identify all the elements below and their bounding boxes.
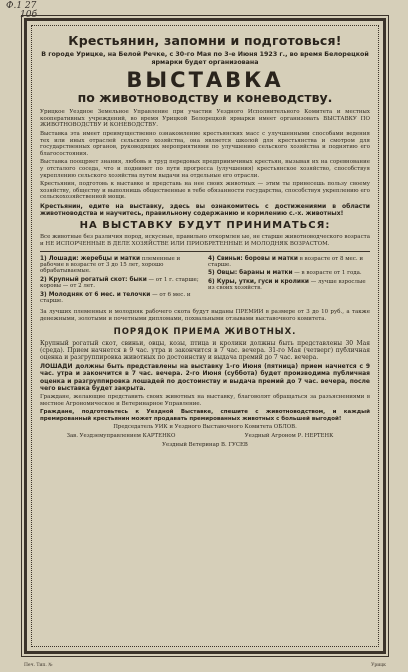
categories-left (40, 256, 202, 307)
category-text: — лучше взрослые из своих хозяйств. (208, 278, 366, 292)
paragraph-9: Граждане, желающие представить своих животных на выставку, благоволят обращаться за разъяснениями в местное Агрономическое и Ветеринарное Управление. (40, 393, 370, 407)
category-item (40, 277, 202, 290)
category-head: 3) Молодняк от 6 мес. и телочки (40, 291, 151, 298)
categories-right (208, 256, 370, 307)
category-text: — от 1 г. старше; коровы — от 2 лет. (40, 276, 199, 290)
category-item (208, 270, 370, 276)
category-text: племенные и рабочие в возрасте от 3 до 15 лет, хорошо обрабатываемые. (40, 255, 181, 275)
archive-mark-line2: 10б (20, 10, 37, 20)
paragraph-2: Выставка эта имеет преимущественно ознакомление крестьянских масс с улучшенными способами ведения тех или иных отраслей сельского хозяйства, она является школой для крестьянства и смотром для государственных органов, руководящих мероприятиями по улучшению сельского хозяйства и поднятию его благосостояния. (40, 130, 370, 157)
signature-row (40, 432, 370, 441)
main-subtitle: по животноводству и коневодству. (77, 90, 333, 106)
paragraph-4: Крестьянин, подготовь к выставке и представь на нее своих животных — этим ты принесешь пользу своему хозяйству, обществу и выполнишь общественные в тебе обязанности государства, способствуя укреплению его сельскохозяйственной мощи. (40, 181, 370, 201)
category-head: 2) Крупный рогатый скот: быки (40, 276, 147, 283)
footer-right: Урицк (371, 663, 386, 668)
category-head: 4) Свиньи: боровы и матки (208, 255, 298, 262)
paragraph-1: Урицкое Уездное Земельное Управление при участии Уездного Исполнительного Комитета и местных кооперативных учреждений, во время Урицкой Белорецкой ярмарки имеет организовать ВЫСТАВКУ ПО ЖИВОТНОВОДСТВУ И КОНЕВОДСТВУ. (40, 109, 370, 129)
print-footer (24, 663, 386, 668)
archive-mark-line1: Ф.1 27 (6, 1, 37, 11)
category-item (40, 292, 202, 305)
paragraph-8: ЛОШАДИ должны быть представлены на выставку 1-го Июня (пятница) прием начнется с 9 час. утра и закончится в 7 час. вечера. 2-го Июня (суббота) будет производима публичная оценка и разгруппировка лошадей по достоинству и выдача премий до 7 час. вечера, после чего выставка будет закрыта. (40, 363, 370, 392)
category-item (208, 256, 370, 269)
signature-chairman: Председатель УИК и Уездного Выставочного Комитета ОБЛОВ. (113, 424, 297, 431)
category-head: 1) Лошади: жеребцы и матки (40, 255, 141, 262)
footer-left: Печ. Тип. № (24, 663, 53, 668)
signature-agronomist: Уездный Агроном Р. НЕРТЕНК (244, 432, 334, 439)
category-head: 5) Овцы: бараны и матки (208, 270, 293, 277)
main-title: ВЫСТАВКА (126, 68, 284, 93)
signature-veterinarian: Уездный Ветеринар В. ГУСЕВ (162, 441, 248, 448)
category-text: в возрасте от 8 мес. и старше. (208, 255, 363, 268)
poster-content (31, 25, 379, 647)
accept-note: Все животные без различия пород, искусные, правильно откормлен ые, не старше животноводческого возраста и НЕ ИСПОРЧЕННЫЕ В ДЕЛЕ ХОЗЯЙСТВЕ ИЛИ ПРИОБРЕТЕННЫЕ И МОЛОДНЯК ВОЗРАСТОМ. (40, 234, 370, 247)
animal-categories (40, 256, 370, 307)
poster-intro: В городе Урицке, на Белой Речке, с 30-го Мая по 3-е Июня 1923 г., во время Белорецкой ярмарки будет организована (41, 51, 369, 66)
paragraph-6: За лучших племенных и молодняк рабочего скота будут выданы ПРЕМИИ в размере от 3 до 10 руб., а также денежными, золотыми и почетными дипломами, похвальными отзывами выставочного комитета. (40, 309, 370, 322)
category-item (40, 256, 202, 275)
category-text: — от 6 мес. и старше. (40, 291, 191, 304)
paragraph-7: Крупный рогатый скот, свиньи, овцы, козы, птица и кролики должны быть представлены 30 Мая (среда). Прием начнется в 9 час. утра и закончится в 7 час. вечера. 31-го Мая (четверг) публичная оценка и разгруппировка животных по достоинству и выдача премий до 7 час. вечера. (40, 339, 370, 361)
paragraph-10: Граждане, подготовьтесь к Уездной Выставке, спешите с животноводством, и каждый премированный крестьянин может продавать премированных животных с большей выгодой! (40, 409, 370, 422)
paragraph-3: Выставка поощряет знания, любовь и труд передовых предприимчивых крестьян, вызывая их на соревнование у отсталого соседа, что и поднимет по пути прогресса (улучшения) крестьянское хозяйство, способствуя укреплению сельского хозяйства путем выдачи на отдельные его отрасли. (40, 159, 370, 179)
category-item (208, 279, 370, 292)
poster-frame (24, 18, 386, 654)
category-head: 6) Куры, утки, гуси и кролики (208, 278, 309, 285)
paragraph-5: Крестьянин, едите на выставку, здесь вы ознакомитесь с достижениями в области животноводства и научитесь, правильному содержанию и кормлению с.-х. животных! (40, 202, 370, 218)
accept-heading: НА ВЫСТАВКУ БУДУТ ПРИНИМАТЬСЯ: (79, 220, 331, 232)
order-heading: ПОРЯДОК ПРИЕМА ЖИВОТНЫХ. (113, 326, 297, 337)
category-text: — в возрасте от 1 года. (294, 270, 362, 277)
divider (40, 251, 370, 252)
poster-title: Крестьянин, запомни и подготовься! (68, 33, 342, 48)
signature-land-admin: Зав. Уездземуправлением КАРТЕНКО (66, 432, 176, 439)
